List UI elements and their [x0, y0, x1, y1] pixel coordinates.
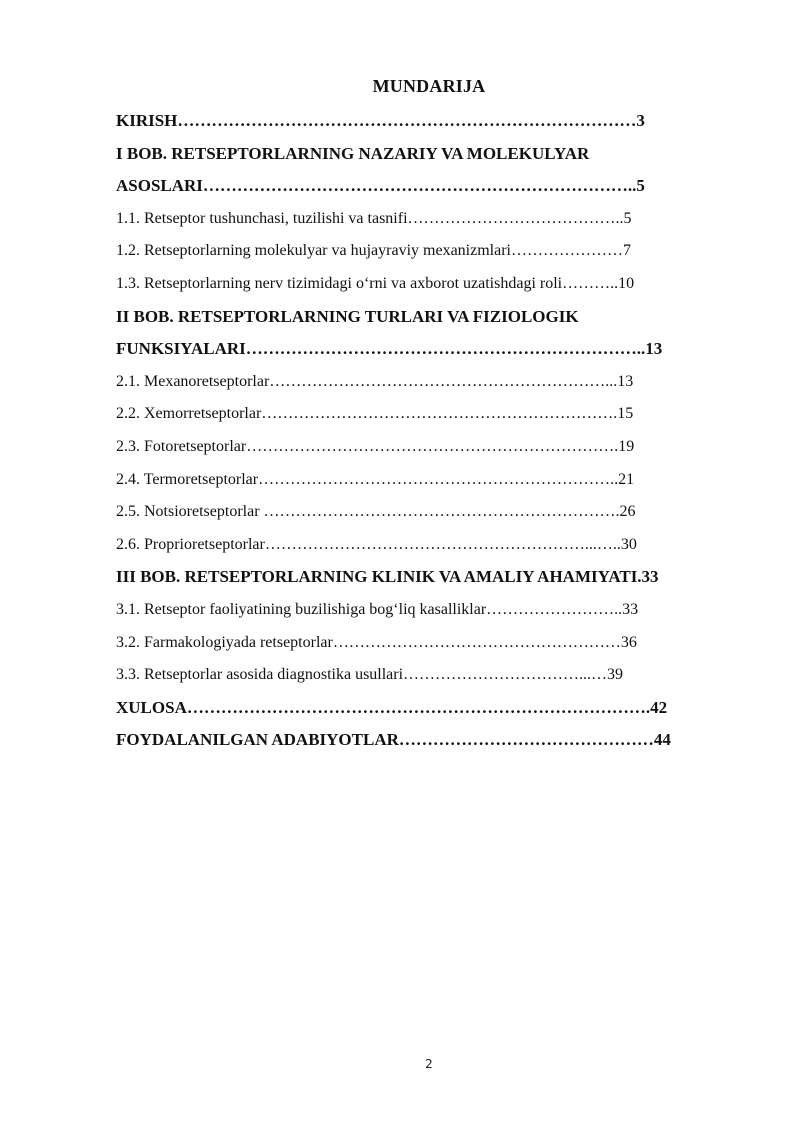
- toc-heading-entry: II BOB. RETSEPTORLARNING TURLARI VA FIZIOLOGIK: [116, 306, 579, 326]
- toc-entry: 3.1. Retseptor faoliyatining buzilishiga bog‘liq kasalliklar……………………..33: [116, 600, 639, 618]
- toc-heading-entry: FUNKSIYALARI……………………………………………………………..13: [116, 339, 663, 359]
- table-of-contents: [116, 108, 729, 760]
- toc-entry: 1.2. Retseptorlarning molekulyar va hujayraviy mexanizmlari…………………7: [116, 242, 631, 260]
- toc-entry: 3.3. Retseptorlar asosida diagnostika usullari……………………………...…39: [116, 666, 624, 684]
- toc-heading-entry: I BOB. RETSEPTORLARNING NAZARIY VA MOLEKULYAR: [116, 143, 590, 163]
- toc-heading-entry: III BOB. RETSEPTORLARNING KLINIK VA AMALIY AHAMIYATI.33: [116, 567, 659, 587]
- toc-heading-entry: FOYDALANILGAN ADABIYOTLAR………………………………………44: [116, 730, 671, 750]
- toc-heading-entry: XULOSA……………………………………………………………………….42: [116, 697, 668, 717]
- toc-entry: 1.3. Retseptorlarning nerv tizimidagi o‘rni va axborot uzatishdagi roli………..10: [116, 274, 635, 292]
- toc-entry: 2.1. Mexanoretseptorlar………………………………………………………...13: [116, 372, 634, 390]
- toc-entry: 1.1. Retseptor tushunchasi, tuzilishi va tasnifi…………………………………..5: [116, 209, 632, 227]
- toc-entry: 2.6. Proprioretseptorlar……………………………………………………...…..30: [116, 535, 637, 553]
- toc-entry: 2.3. Fotoretseptorlar…………………………………………………………….19: [116, 437, 635, 455]
- page-number: 2: [425, 1057, 433, 1071]
- toc-entry: 3.2. Farmakologiyada retseptorlar………………………………………………36: [116, 633, 637, 651]
- toc-entry: 2.2. Xemorretseptorlar………………………………………………………….15: [116, 405, 634, 423]
- toc-entry: 2.4. Termoretseptorlar…………………………………………………………..21: [116, 470, 635, 488]
- toc-heading-entry: KIRISH………………………………………………………………………3: [116, 111, 645, 130]
- toc-heading-entry: ASOSLARI…………………………………………………………………..5: [116, 176, 645, 196]
- toc-title: MUNDARIJA: [372, 76, 486, 96]
- toc-entry: 2.5. Notsioretseptorlar ………………………………………………………….26: [116, 503, 636, 521]
